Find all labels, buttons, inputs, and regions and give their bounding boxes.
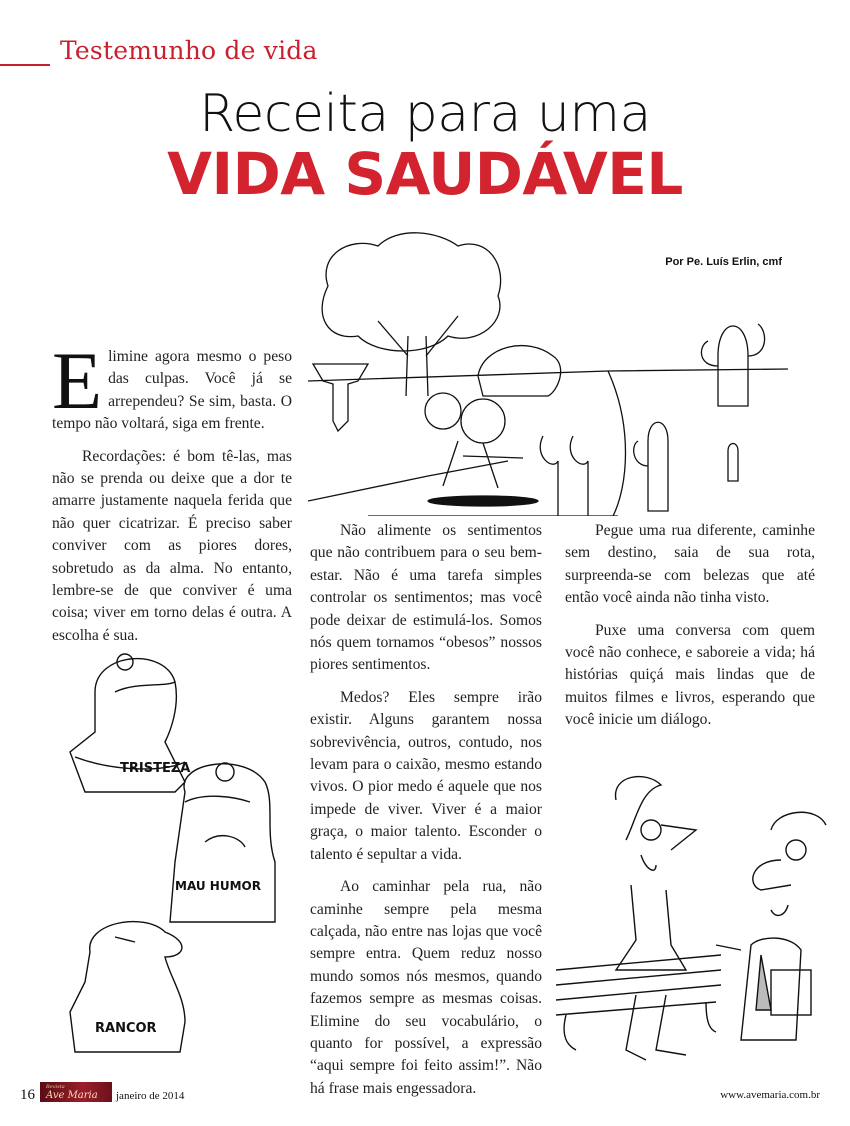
cactus-2 — [634, 422, 668, 511]
title-line2: VIDA SAUDÁVEL — [167, 140, 683, 208]
logo-small-text: Revista — [46, 1083, 65, 1090]
website-link[interactable]: www.avemaria.com.br — [720, 1089, 820, 1101]
label-rancor: RANCOR — [95, 1021, 157, 1036]
section-label: Testemunho de vida — [60, 36, 318, 65]
tristeza-figure — [70, 654, 190, 792]
paragraph: Medos? Eles sempre irão existir. Alguns garantem nossa sobrevivência, outros, contudo, nos levam para o caixão, mesmo estando vivos. O pior medo é aquele que nos impede de viver. Viver é a maior graça, o maior talento. Esconder o talento é sepultar a vida. — [310, 688, 542, 863]
cactus-1 — [701, 324, 764, 406]
paragraph — [52, 335, 292, 436]
path-lines — [308, 369, 788, 516]
tree-trunk — [378, 316, 458, 396]
shadow — [428, 496, 538, 506]
paragraph-text: limine agora mesmo o peso das culpas. Você já se arrependeu? Se sim, basta. O tempo não voltará, siga em frente. — [52, 348, 292, 433]
byline: Por Pe. Luís Erlin, cmf — [665, 256, 782, 268]
park-illustration — [308, 226, 823, 516]
cactus-3 — [728, 444, 738, 482]
kid-body — [443, 441, 523, 488]
conversation-illustration — [556, 770, 831, 1070]
magazine-logo — [40, 1082, 112, 1102]
drop-cap: E — [52, 335, 103, 426]
logo-big-text: Ave Maria — [46, 1089, 98, 1101]
article-column-1 — [52, 335, 292, 657]
issue-date: janeiro de 2014 — [116, 1090, 185, 1102]
article-column-3 — [565, 520, 815, 742]
woman — [616, 777, 696, 1060]
paragraph: Recordações: é bom tê-las, mas não se prenda ou deixe que a dor te amarre justamente naquela ferida que não quer cicatrizar. É preciso saber conviver com as piores dores, sobretudo as da alma. No entanto, lembre-se de que conviver é uma coisa; viver em torno delas é outra. A escolha é sua. — [52, 447, 292, 644]
article-column-2 — [310, 520, 542, 1110]
paragraph: Não alimente os sentimentos que não contribuem para o seu bem-estar. Não é uma tarefa simples controlar os sentimentos; mas você pode deixar de estimulá-los. Somos nós quem tornamos “obesos” nossos piores sentimentos. — [310, 522, 542, 674]
paragraph: Puxe uma conversa com quem você não conhece, e saboreie a vida; há histórias quiçá mais lindas que de muitos filmes e livros, esperando que você inicie um diálogo. — [565, 621, 815, 729]
bench — [556, 955, 721, 1050]
man — [716, 812, 826, 1040]
tulips — [540, 436, 588, 516]
paragraph: Pegue uma rua diferente, caminhe sem destino, saia de sua rota, surpreenda-se com belezas que até então você ainda não tinha visto. — [565, 522, 815, 607]
rancor-figure — [70, 922, 185, 1052]
kid-face-1 — [425, 393, 461, 429]
title-line1: Receita para uma — [199, 84, 651, 144]
page-number: 16 — [20, 1087, 35, 1103]
emotions-illustration — [55, 632, 305, 1062]
label-tristeza: TRISTEZA — [120, 761, 191, 776]
kid-face-2 — [461, 399, 505, 443]
tree-crown — [322, 233, 500, 351]
path-curve — [608, 371, 626, 516]
fountain — [313, 364, 368, 431]
label-mau-humor: MAU HUMOR — [175, 879, 261, 893]
paragraph: Ao caminhar pela rua, não caminhe sempre pela mesma calçada, não entre nas lojas que você sempre entra. Quem reduz nosso mundo somos nós mesmos, quando fazemos sempre as mesmas coisas. Elimine do seu vocabulário, o quanto for possível, a expressão “aqui sempre foi feito assim!”. Não há frase mais engessadora. — [310, 878, 542, 1097]
bush — [478, 346, 561, 396]
section-rule — [0, 64, 50, 66]
mau-humor-figure — [170, 763, 275, 922]
